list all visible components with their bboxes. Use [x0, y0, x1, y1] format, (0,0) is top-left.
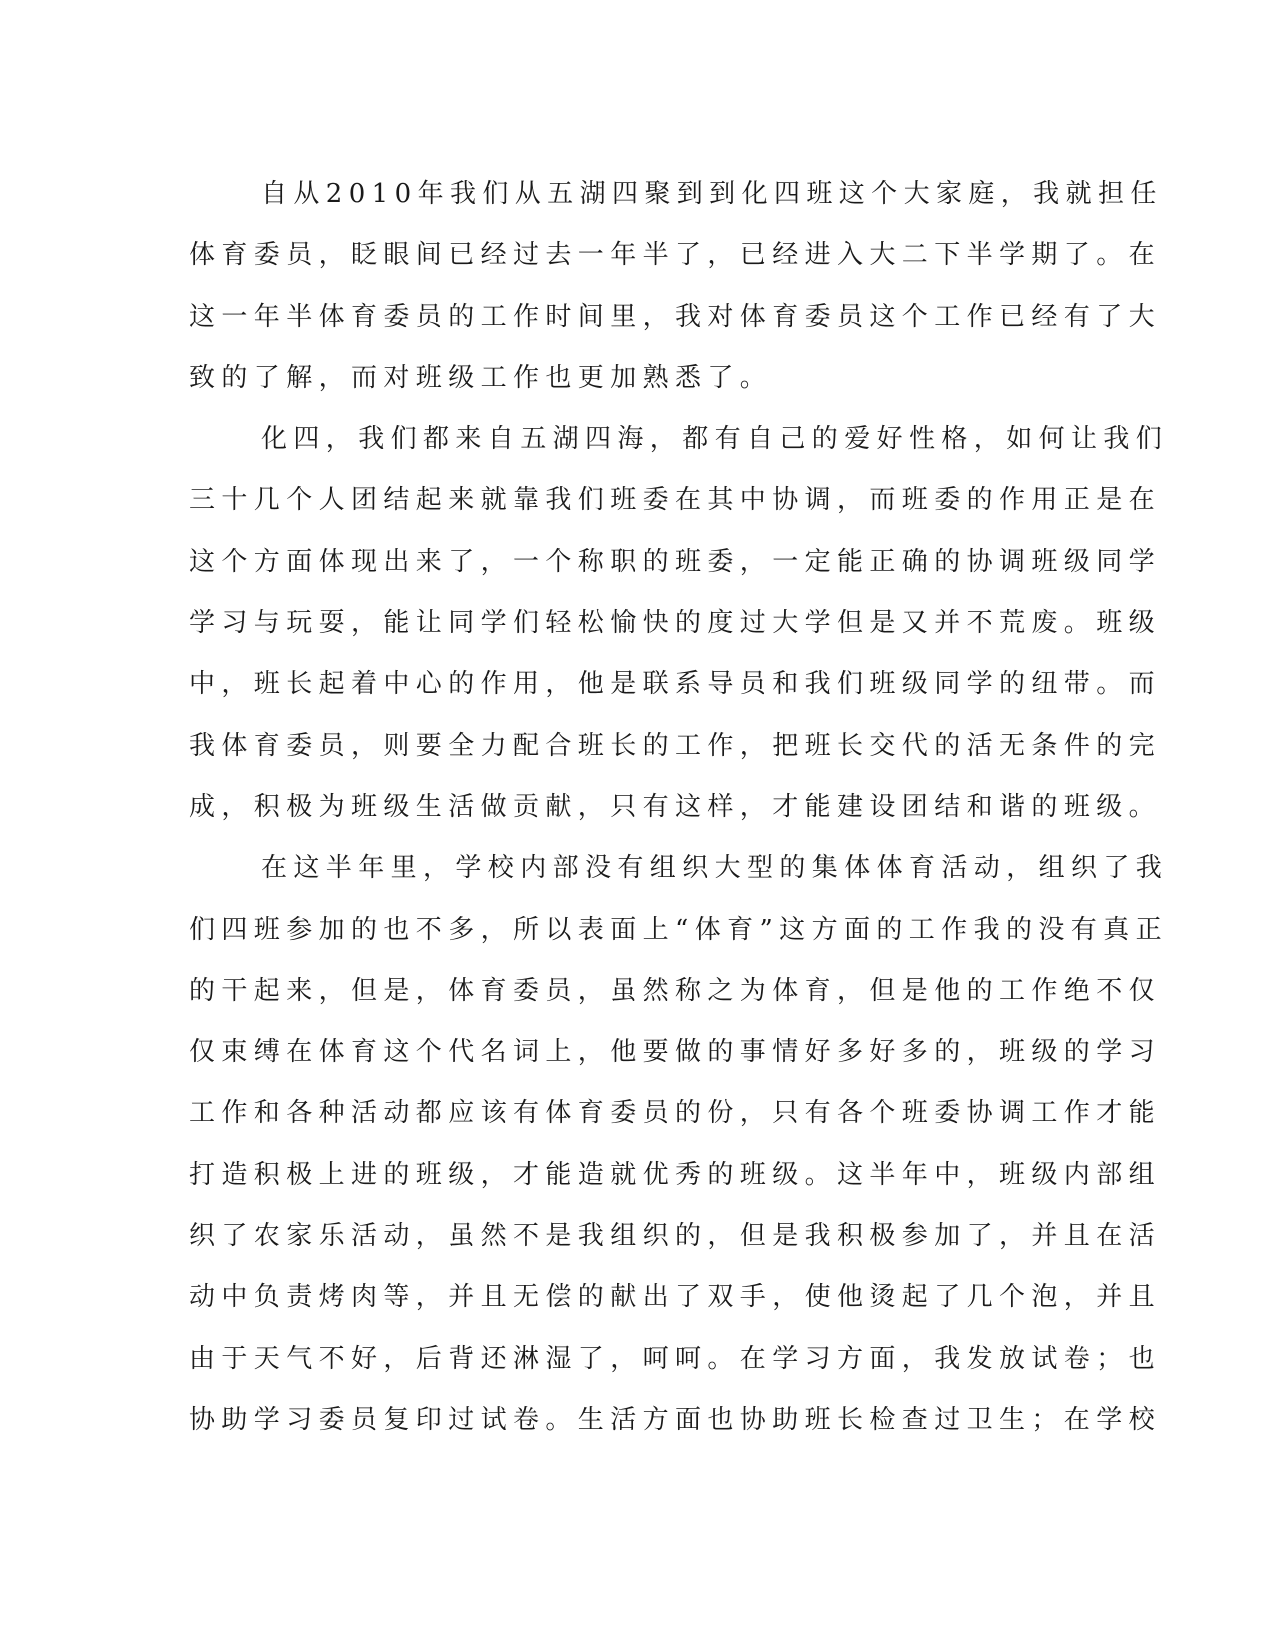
paragraph-3-line-8: 动中负责烤肉等，并且无偿的献出了双手，使他烫起了几个泡，并且 — [189, 1282, 1162, 1313]
paragraph-2-line-3: 这个方面体现出来了，一个称职的班委，一定能正确的协调班级同学 — [189, 546, 1162, 577]
paragraph-1-line-2: 体育委员，眨眼间已经过去一年半了，已经进入大二下半学期了。在 — [189, 240, 1162, 271]
paragraph-2-line-2: 三十几个人团结起来就靠我们班委在其中协调，而班委的作用正是在 — [189, 485, 1162, 516]
paragraph-3-line-7: 织了农家乐活动，虽然不是我组织的，但是我积极参加了，并且在活 — [189, 1221, 1162, 1252]
paragraph-3-line-10: 协助学习委员复印过试卷。生活方面也协助班长检查过卫生；在学校 — [189, 1404, 1162, 1435]
paragraph-3-line-1: 在这半年里，学校内部没有组织大型的集体体育活动，组织了我 — [261, 853, 1169, 884]
paragraph-1-line-4: 致的了解，而对班级工作也更加熟悉了。 — [189, 362, 773, 393]
paragraph-3-line-3: 的干起来，但是，体育委员，虽然称之为体育，但是他的工作绝不仅 — [189, 975, 1162, 1006]
paragraph-3-line-5: 工作和各种活动都应该有体育委员的份，只有各个班委协调工作才能 — [189, 1098, 1162, 1129]
paragraph-3-line-6: 打造积极上进的班级，才能造就优秀的班级。这半年中，班级内部组 — [189, 1159, 1162, 1190]
paragraph-2-line-7: 成，积极为班级生活做贡献，只有这样，才能建设团结和谐的班级。 — [189, 791, 1162, 822]
paragraph-2-line-5: 中，班长起着中心的作用，他是联系导员和我们班级同学的纽带。而 — [189, 669, 1162, 700]
paragraph-1-line-1: 自从2010年我们从五湖四聚到到化四班这个大家庭，我就担任 — [261, 179, 1163, 209]
paragraph-3-line-2: 们四班参加的也不多，所以表面上“体育”这方面的工作我的没有真正 — [189, 914, 1168, 945]
paragraph-2-line-4: 学习与玩耍，能让同学们轻松愉快的度过大学但是又并不荒废。班级 — [189, 608, 1162, 639]
paragraph-2-line-6: 我体育委员，则要全力配合班长的工作，把班长交代的活无条件的完 — [189, 730, 1162, 761]
paragraph-3-line-4: 仅束缚在体育这个代名词上，他要做的事情好多好多的，班级的学习 — [189, 1037, 1162, 1068]
paragraph-3-line-9: 由于天气不好，后背还淋湿了，呵呵。在学习方面，我发放试卷；也 — [189, 1343, 1162, 1374]
document-body — [189, 164, 1169, 1451]
paragraph-2-line-1: 化四，我们都来自五湖四海，都有自己的爱好性格，如何让我们 — [261, 424, 1169, 455]
paragraph-1-line-3: 这一年半体育委员的工作时间里，我对体育委员这个工作已经有了大 — [189, 301, 1162, 332]
